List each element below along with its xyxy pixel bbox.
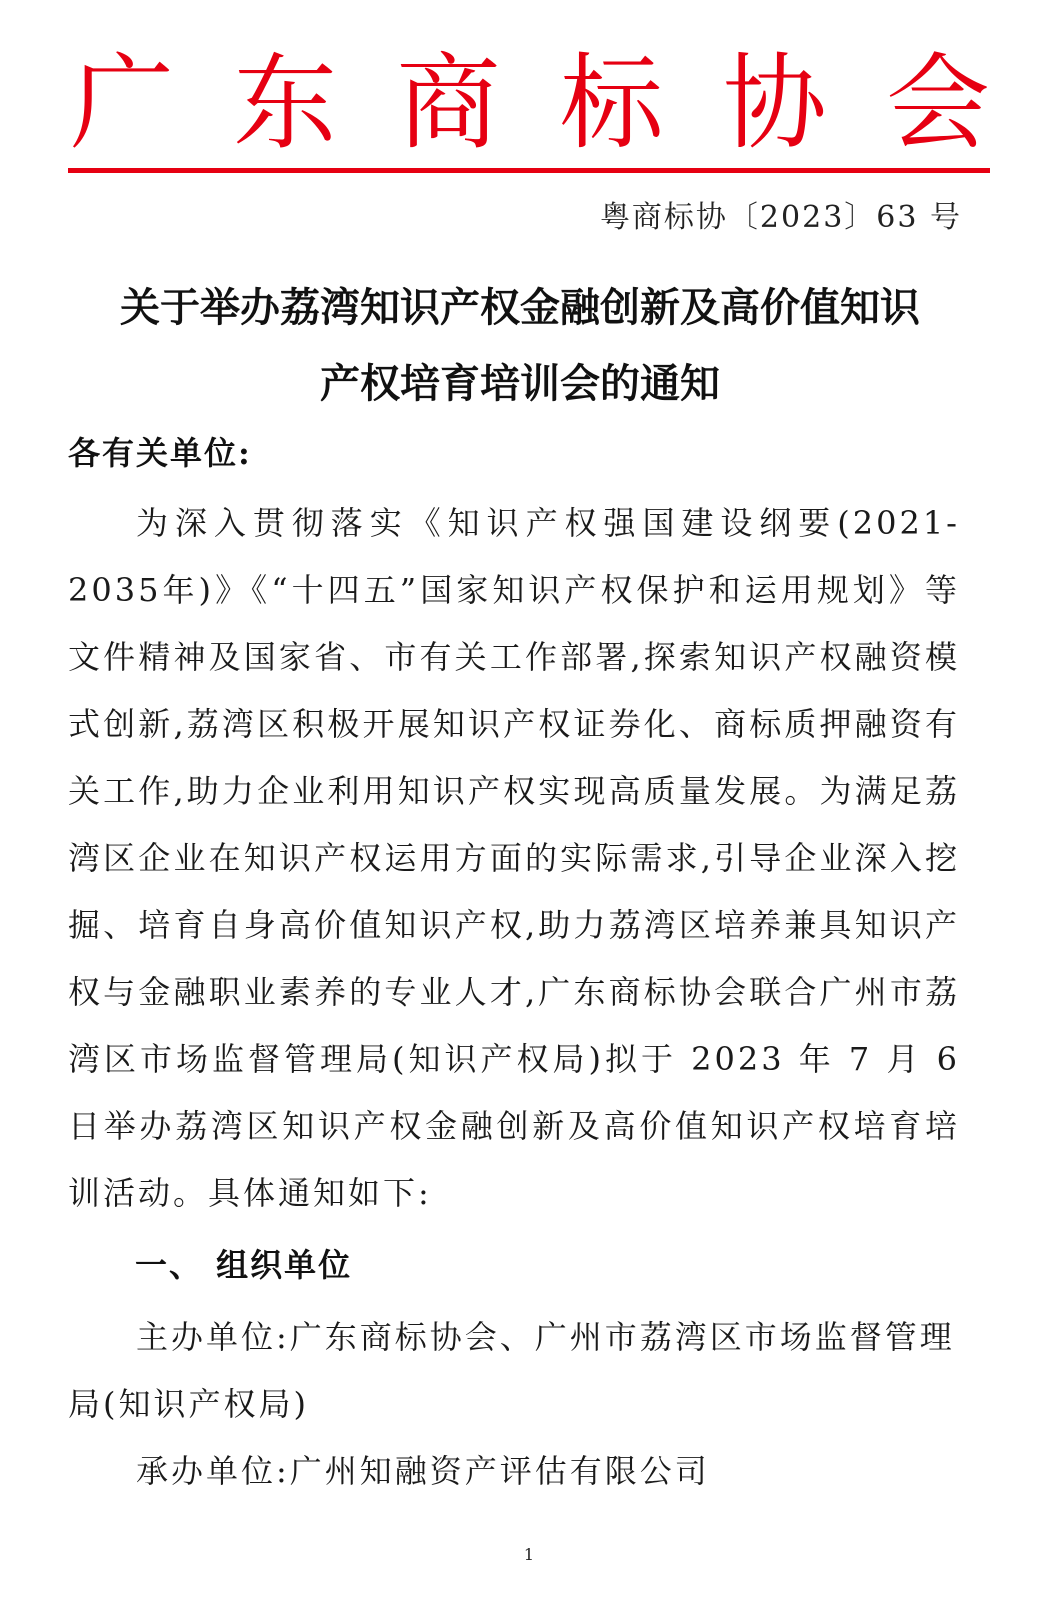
org-letterhead	[70, 38, 990, 168]
title-line-1: 关于举办荔湾知识产权金融创新及高价值知识	[120, 285, 920, 331]
section-heading-organizers: 一、 组织单位	[135, 1246, 353, 1284]
title-line-2: 产权培育培训会的通知	[320, 361, 720, 407]
organizer-list	[68, 1304, 960, 1505]
letterhead-char: 东	[233, 42, 338, 164]
letterhead-char: 会	[885, 42, 990, 164]
letterhead-char: 广	[70, 42, 175, 164]
letterhead-char: 标	[559, 42, 664, 164]
body-text	[68, 490, 960, 1227]
document-title	[60, 270, 980, 422]
body-paragraph: 为深入贯彻落实《知识产权强国建设纲要(2021-2035年)》《“十四五”国家知识产权保护和运用规划》等文件精神及国家省、市有关工作部署,探索知识产权融资模式创新,荔湾区积极开展知识产权证券化、商标质押融资有关工作,助力企业利用知识产权实现高质量发展。为满足荔湾区企业在知识产权运用方面的实际需求,引导企业深入挖掘、培育自身高价值知识产权,助力荔湾区培养兼具知识产权与金融职业素养的专业人才,广东商标协会联合广州市荔湾区市场监督管理局(知识产权局)拟于 2023 年 7 月 6 日举办荔湾区知识产权金融创新及高价值知识产权培育培训活动。具体通知如下:	[68, 504, 960, 1212]
document-number: 粤商标协〔2023〕63 号	[599, 200, 962, 235]
salutation: 各有关单位:	[68, 434, 252, 472]
letterhead-char: 协	[722, 42, 827, 164]
organizer-unit: 承办单位:广州知融资产评估有限公司	[136, 1452, 710, 1490]
letterhead-char: 商	[396, 42, 501, 164]
letterhead-divider	[68, 168, 990, 173]
page-number: 1	[523, 1545, 535, 1564]
host-unit: 主办单位:广东商标协会、广州市荔湾区市场监督管理局(知识产权局)	[68, 1318, 955, 1423]
